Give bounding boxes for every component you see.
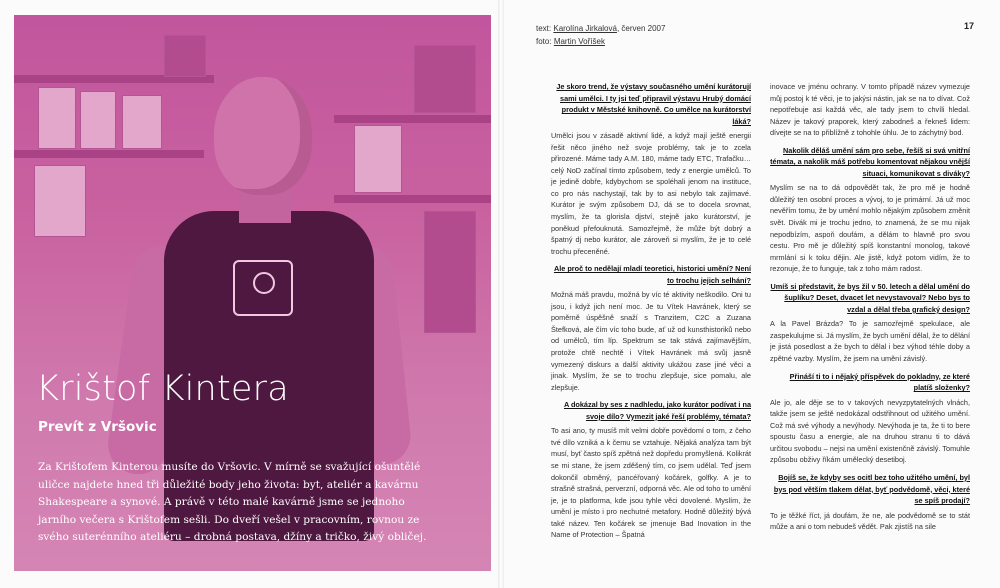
interview-question: Bojíš se, že kdyby ses ocitl bez toho užitého umění, byl bys pod větším tlakem dělat, byť podvědomě, věci, které se spíš prodají? bbox=[773, 472, 970, 506]
box bbox=[424, 211, 476, 333]
box bbox=[34, 165, 86, 237]
photo-credit-label: foto: bbox=[536, 37, 552, 46]
shirt-emblem bbox=[233, 260, 293, 316]
interview-answer: Možná máš pravdu, možná by víc té aktivity neškodilo. Oni tu jsou, i když jich není moc. Je tu Vítek Havránek, který se poměrně úspěšně snaží s Tranzitem, C2C a Zuzana Štefková, ale čím víc toho bude, ať už od kunsthistoriků nebo od umělců, tím líp. Spektrum se tak stává zajímavějším, protože chtě nechtě i Vítek Havránek má svůj jasně vymezený diskurs a další aktivity ukážou zase jiné věci a jinak. Myslím, že se to trochu zlepšuje, sice pomalu, ale zlepšuje. bbox=[551, 290, 751, 392]
text-credit bbox=[536, 22, 665, 35]
shelf bbox=[334, 115, 491, 123]
interview-question: Ale proč to nedělají mladí teoretici, historici umění? Není to trochu jejich selhání? bbox=[553, 264, 751, 285]
credits bbox=[536, 22, 665, 48]
interview-question: Přináší ti to i nějaký příspěvek do pokladny, ze které platíš složenky? bbox=[789, 371, 970, 393]
interview-question: Nakolik děláš umění sám pro sebe, řešíš si svá vnitřní témata, a nakolik máš potřebu komentovat nějakou vnější situaci, komunikovat s diváky? bbox=[770, 145, 970, 178]
author-name: Karolína Jirkalová bbox=[553, 24, 617, 33]
article-subtitle: Prevít z Vršovic bbox=[38, 419, 157, 435]
text-column-2 bbox=[770, 81, 970, 539]
interview-question: Umíš si představit, že bys žil v 50. letech a dělal umění do šuplíku? Deset, dvacet let nevystavoval? Nebo bys to vzdal a dělal třeba grafický design? bbox=[770, 281, 970, 314]
figure-head bbox=[214, 77, 312, 195]
bottle bbox=[122, 95, 162, 149]
shelf bbox=[14, 150, 204, 158]
photo-credit bbox=[536, 35, 665, 48]
box bbox=[164, 35, 206, 77]
interview-answer: To je těžké říct, já doufám, že ne, ale podvědomě se to stát může a ani o tom nebudeš vědět. Pak zjistíš na sile bbox=[770, 510, 970, 532]
page-number: 17 bbox=[964, 21, 975, 31]
crate bbox=[354, 125, 402, 193]
article-intro: Za Krištofem Kinterou musíte do Vršovic. V mírně se svažující ošuntělé uličce najdete hned tři důležité body jeho života: byt, ateliér a kavárnu Shakespeare a synové. A právě v této malé kavárně jsme se jednoho jarního večera s Krištofem sešli. Do dveří vešel v pracovním, rovnou ze svého suterénního ateliéru – drobná postava, džíny a tričko, živý obličej. bbox=[38, 461, 427, 543]
interview-answer: inovace ve jménu ochrany. V tomto případě název vymezuje můj postoj k té věci, je to jakýsi nástin, jak se na to dívat. Což nepotřebuje asi každá věc, ale tady jsem to chvíli hledal. Název je takový praporek, který zabodneš a řekneš lidem: dívejte se na to přiblížně z tohohle úhlu. Je to záchytný bod. bbox=[770, 82, 970, 138]
interview-answer: Umělci jsou v zásadě aktivní lidé, a když mají ještě energii řešit něco jiného než svoje problémy, tak je to zcela přirozené. Máme tady A.M. 180, máme tady ETC, Trafačku… celý NoD začínal tímto způsobem, tedy z energie umělců. To je jedině dobře, kdybychom se spoléhali jenom na instituce, co pro nás nachystají, tak by to asi nebylo tak zajímavé. Kurátor je svým způsobem DJ, dá se to docela srovnat, myslím, že ta glorisla djství, stejně jako kurátorství, je poněkud přefouknutá. Samozřejmě, že může být dobrý a špatný dj nebo kurátor, ale zároveň si myslím, že je to celé trochu přeceněné. bbox=[551, 131, 751, 256]
bottle bbox=[38, 87, 76, 149]
interview-answer: A la Pavel Brázda? To je samozřejmě spekulace, ale zaspekulujme si. Já myslím, že bych umění dělal, že to dělání je jistá posedlost a že bych to dělal i bez výhod téhle doby a zpětné vazby. Myslím, že jsem na umění závislý. bbox=[770, 319, 970, 364]
shelf bbox=[334, 195, 491, 203]
interview-answer: Myslím se na to dá odpovědět tak, že pro mě je hodně důležitý ten osobní proces a vývoj, to je primární. Já už moc nevěřím tomu, že by umění mohlo nějakým způsobem změnit svět. Divák mi je trochu jedno, to znamená, že se mu nijak nepodbízím, aspoň doufám, a dělám to hlavně pro svou cestu. Pro mě je důležitý spíš konstantní monolog, takové mrmlání si k toku dějin. Ale jistě, když potom vidím, že to rezonuje, že to funguje, tak z toho mám radost. bbox=[770, 183, 970, 274]
text-column-1 bbox=[551, 81, 751, 547]
portrait-photo bbox=[14, 15, 491, 571]
page-gutter bbox=[498, 0, 504, 588]
photographer-name: Martin Voříšek bbox=[553, 37, 605, 46]
bottle bbox=[80, 91, 116, 149]
crate bbox=[414, 45, 476, 113]
interview-answer: To asi ano, ty musíš mít velmi dobře povědomí o tom, z čeho tvé dílo vzniká a k čemu se vztahuje. Nějaká analýza tam být musí, byť často spíš zpětná než dopředu promyšlená. Kolikrát se mi stane, že jsem zděšený tím, co jsem udělal. Teď jsem dokončil obrněný, pancéřovaný kočárek, golfky. A je to strašně strašná, perverzní, odporná věc. Ale od toho to umění je, je to platforma, kde jsou tyhle věci dovolené. Myslím, že umění je místo i pro nechutné metafory. Hodně důležitý bývá také název. Ten kočárek se jmenuje Bad Inovation in the Name of Protection – Špatná bbox=[551, 426, 751, 540]
text-credit-label: text: bbox=[536, 24, 552, 33]
interview-answer: Ale jo, ale děje se to v takových nevyzpytatelných vlnách, takže jsem se ještě nedokázal odstřihnout od užitého umění. Což má své výhody a nevýhody. Nevýhoda je ta, že ti to bere spoustu času a energie, ale na druhou stranu ti to dává určitou svobodu – nejsi na umění existenčně závislý. Tomuhle způsobu obživy říkám umělecký desetiboj. bbox=[770, 397, 970, 465]
interview-question: Je skoro trend, že výstavy současného umění kurátorují sami umělci. I ty jsi teď připravil výstavu Hrubý domácí produkt v Městské knihovně. Co umělce na kurátorství láká? bbox=[556, 82, 751, 126]
interviewee-name: Krištof Kintera bbox=[36, 369, 289, 409]
credit-date: , červen 2007 bbox=[616, 24, 666, 33]
interview-question: A dokázal by ses z nadhledu, jako kurátor podívat i na svoje dílo? Vymezit jaké řeší problémy, témata? bbox=[563, 400, 751, 421]
